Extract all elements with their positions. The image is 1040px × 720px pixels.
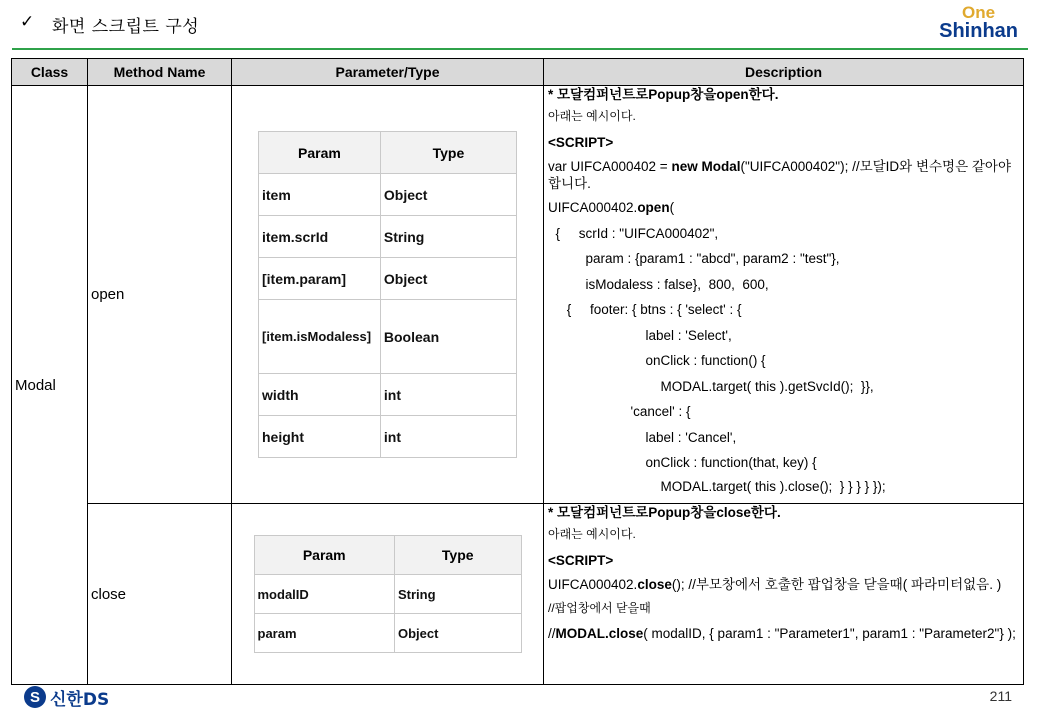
param-type: Boolean	[380, 300, 516, 374]
desc-example-note: 아래는 예시이다.	[548, 109, 636, 123]
param-type: int	[380, 416, 516, 458]
param-type: Object	[394, 614, 521, 653]
desc-example-note: 아래는 예시이다.	[548, 527, 636, 541]
col-header-parameter: Parameter/Type	[232, 59, 544, 86]
checkmark-icon: ✓	[20, 12, 35, 32]
param-header: Param	[259, 132, 381, 174]
slide-title: 화면 스크립트 구성	[52, 17, 200, 37]
param-header: Param	[254, 536, 394, 575]
desc-code-line: MODAL.target( this ).close(); } } } } });	[548, 478, 886, 494]
param-name: [item.isModaless]	[259, 300, 381, 374]
desc-script-tag: <SCRIPT>	[548, 134, 614, 150]
param-name: item.scrId	[259, 216, 381, 258]
slide-header	[0, 0, 1040, 50]
param-row	[259, 416, 517, 458]
desc-script-tag: <SCRIPT>	[548, 552, 614, 568]
param-name: [item.param]	[259, 258, 381, 300]
desc-code-line: onClick : function(that, key) {	[548, 455, 817, 470]
param-type: String	[380, 216, 516, 258]
description-close	[544, 504, 1024, 685]
desc-code-line: var UIFCA000402 = new Modal("UIFCA000402"); //모달ID와 변수명은 같아야합니다.	[548, 159, 1012, 191]
desc-code-line: MODAL.target( this ).getSvcId(); }},	[548, 378, 874, 394]
desc-code-line: label : 'Select',	[548, 327, 732, 343]
desc-summary: * 모달컴퍼넌트로Popup창을close한다.	[548, 505, 781, 520]
desc-code-line: onClick : function() {	[548, 353, 766, 368]
description-open	[544, 86, 1024, 504]
col-header-class: Class	[12, 59, 88, 86]
method-name-close: close	[88, 504, 232, 685]
logo-one-text: One	[962, 3, 996, 22]
param-name: width	[259, 374, 381, 416]
param-row	[254, 614, 521, 653]
type-header: Type	[394, 536, 521, 575]
one-shinhan-logo	[939, 4, 1018, 41]
page-number: 211	[989, 688, 1012, 704]
desc-code-line: UIFCA000402.close(); //부모창에서 호출한 팝업창을 닫을때( 파라미터없음. )	[548, 577, 1002, 592]
shinhan-s-icon: S	[24, 686, 46, 708]
desc-comment: //팝업창에서 닫을때	[548, 601, 651, 615]
table-row	[12, 504, 1024, 685]
param-row	[254, 575, 521, 614]
param-type: Object	[380, 174, 516, 216]
shinhan-ds-text: 신한DS	[50, 689, 110, 710]
desc-code-line: UIFCA000402.open(	[548, 200, 675, 215]
method-table	[11, 58, 1024, 685]
parameter-cell-close	[232, 504, 544, 685]
desc-code-line: { scrId : "UIFCA000402",	[548, 225, 719, 241]
param-name: param	[254, 614, 394, 653]
param-row	[259, 174, 517, 216]
desc-summary: * 모달컴퍼넌트로Popup창을open한다.	[548, 87, 779, 102]
param-row	[259, 216, 517, 258]
class-cell: Modal	[12, 86, 88, 685]
param-row	[259, 374, 517, 416]
col-header-method: Method Name	[88, 59, 232, 86]
param-table-close	[254, 535, 522, 653]
param-type: int	[380, 374, 516, 416]
col-header-description: Description	[544, 59, 1024, 86]
param-name: modalID	[254, 575, 394, 614]
param-name: height	[259, 416, 381, 458]
table-header-row	[12, 59, 1024, 86]
desc-code-line: param : {param1 : "abcd", param2 : "test"},	[548, 251, 840, 266]
param-name: item	[259, 174, 381, 216]
parameter-cell-open	[232, 86, 544, 504]
table-row	[12, 86, 1024, 504]
desc-code-line: //MODAL.close( modalID, { param1 : "Parameter1", param1 : "Parameter2"} );	[548, 625, 1016, 641]
logo-shinhan-text: Shinhan	[939, 20, 1018, 42]
shinhan-ds-logo	[24, 684, 109, 710]
param-table-open	[258, 131, 517, 458]
desc-code-line: 'cancel' : {	[548, 404, 691, 419]
type-header: Type	[380, 132, 516, 174]
method-name-open: open	[88, 86, 232, 504]
param-row	[259, 258, 517, 300]
param-type: String	[394, 575, 521, 614]
header-divider	[12, 48, 1028, 50]
param-type: Object	[380, 258, 516, 300]
desc-code-line: isModaless : false}, 800, 600,	[548, 276, 769, 292]
desc-code-line: { footer: { btns : { 'select' : {	[548, 302, 742, 317]
desc-code-line: label : 'Cancel',	[548, 429, 737, 445]
param-row	[259, 300, 517, 374]
